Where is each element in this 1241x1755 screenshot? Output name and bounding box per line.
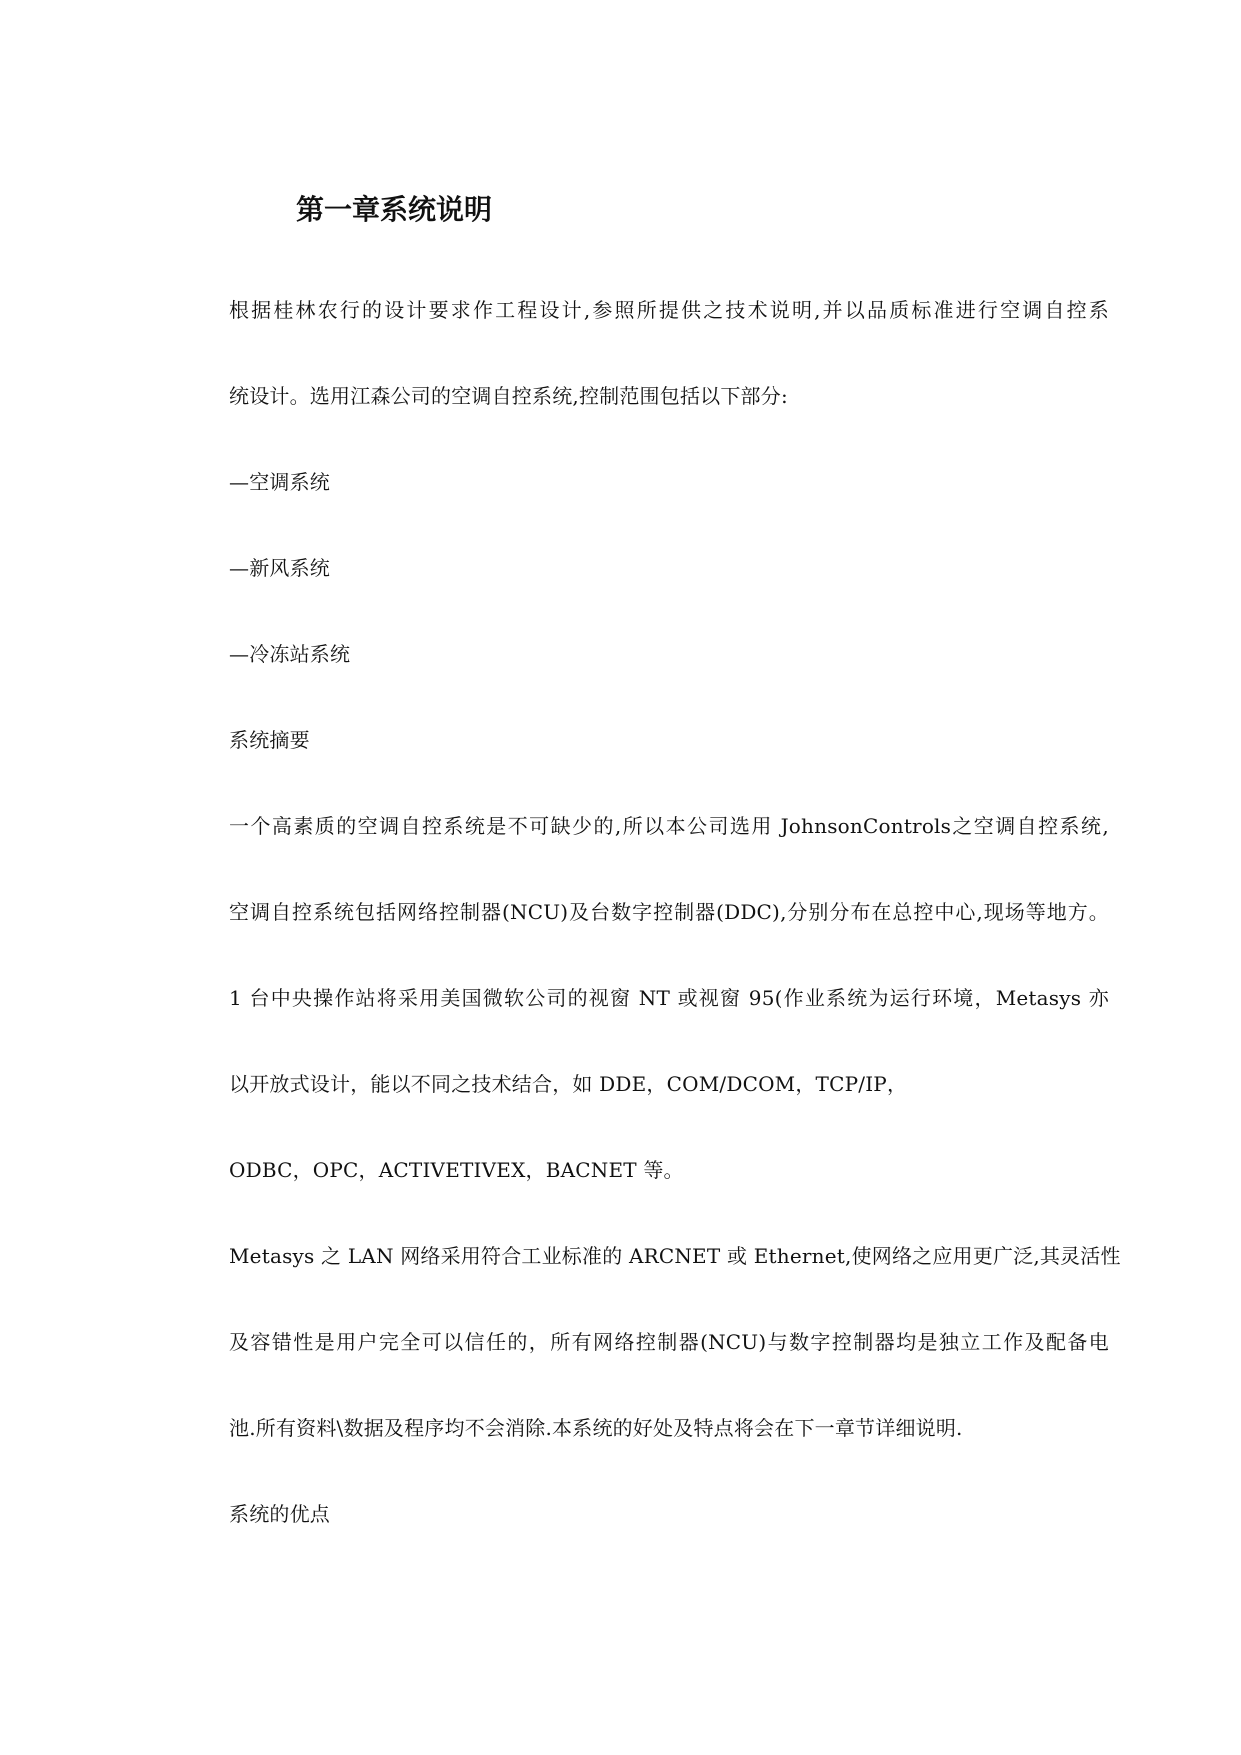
- body-line-8: 空调自控系统包括网络控制器(NCU)及台数字控制器(DDC),分别分布在总控中心,现场等地方。: [229, 900, 1109, 924]
- list-item-fresh-air-system: —新风系统: [229, 556, 330, 580]
- list-item-ac-system: —空调系统: [229, 470, 330, 494]
- section-heading-advantages: 系统的优点: [229, 1502, 330, 1526]
- body-line-11: ODBC，OPC，ACTIVETIVEX，BACNET 等。: [229, 1158, 684, 1182]
- body-line-9: 1 台中央操作站将采用美国微软公司的视窗 NT 或视窗 95(作业系统为运行环境，Metasys 亦: [229, 986, 1109, 1010]
- section-heading-summary: 系统摘要: [229, 728, 310, 752]
- body-line-2: 统设计。选用江森公司的空调自控系统,控制范围包括以下部分:: [229, 384, 788, 408]
- chapter-title: 第一章系统说明: [296, 193, 493, 226]
- body-line-14: 池.所有资料\数据及程序均不会消除.本系统的好处及特点将会在下一章节详细说明.: [229, 1416, 963, 1440]
- body-line-7: 一个高素质的空调自控系统是不可缺少的,所以本公司选用 JohnsonControls之空调自控系统,: [229, 814, 1109, 838]
- list-item-chiller-system: —冷冻站系统: [229, 642, 351, 666]
- body-line-12: Metasys 之 LAN 网络采用符合工业标准的 ARCNET 或 Ethernet,使网络之应用更广泛,其灵活性: [229, 1244, 1121, 1268]
- body-line-10: 以开放式设计，能以不同之技术结合，如 DDE，COM/DCOM，TCP/IP，: [229, 1072, 908, 1096]
- body-line-13: 及容错性是用户完全可以信任的，所有网络控制器(NCU)与数字控制器均是独立工作及配备电: [229, 1330, 1109, 1354]
- body-line-1: 根据桂林农行的设计要求作工程设计,参照所提供之技术说明,并以品质标准进行空调自控系: [229, 298, 1109, 322]
